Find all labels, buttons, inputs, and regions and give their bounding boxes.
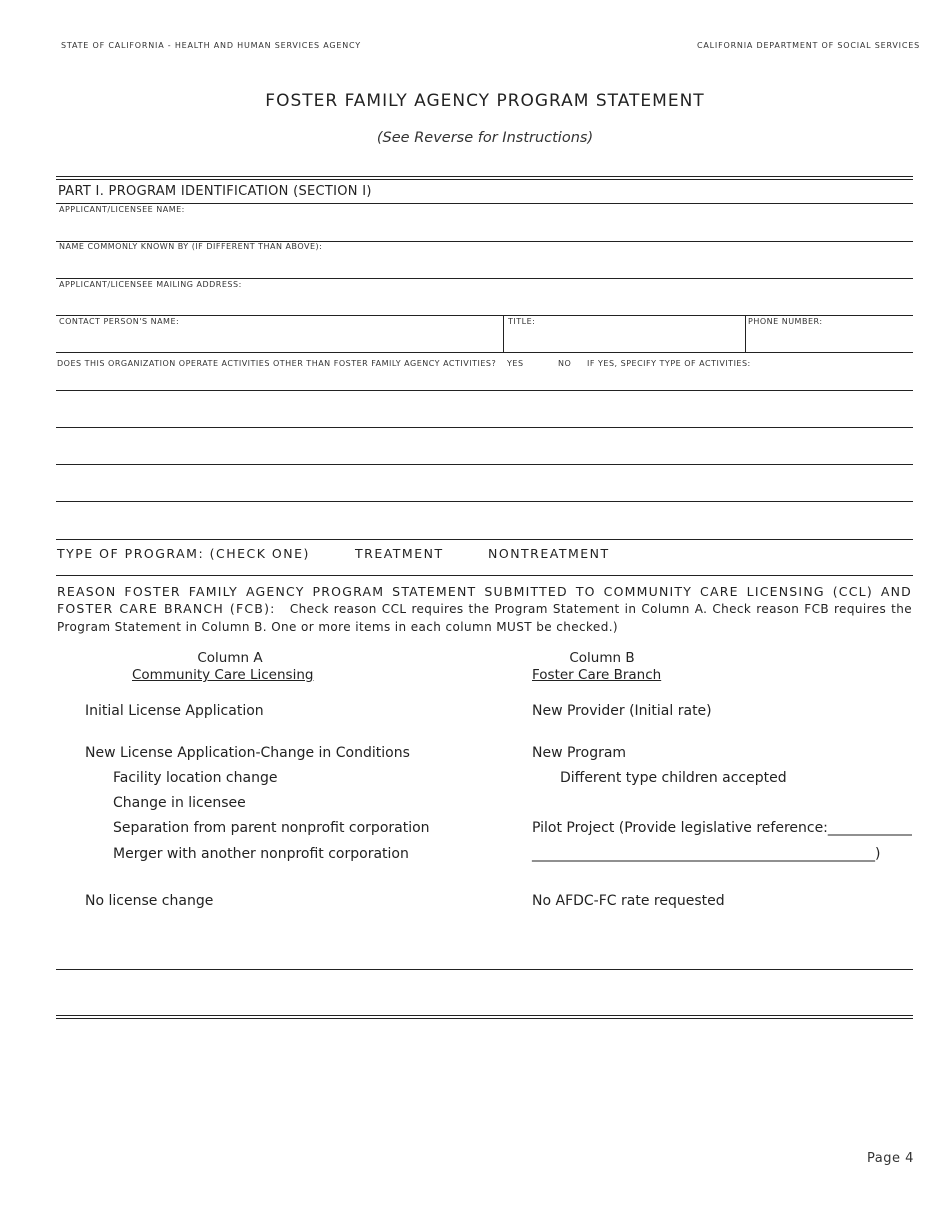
phone-label: PHONE NUMBER:: [748, 317, 823, 326]
facility-location-option[interactable]: Facility location change: [113, 770, 278, 786]
divider: [56, 176, 913, 177]
title-label: TITLE:: [508, 317, 536, 326]
column-a-subheading: Community Care Licensing: [132, 667, 314, 683]
form-title: FOSTER FAMILY AGENCY PROGRAM STATEMENT: [265, 91, 705, 111]
column-b-subheading: Foster Care Branch: [532, 667, 662, 683]
reason-instructions: Check reason CCL requires the Program Statement in Column A. Check reason FCB requires the Program Statement in Column B. One or more items in each column MUST be checked.): [57, 602, 912, 634]
divider: [56, 390, 913, 391]
divider: [56, 539, 913, 540]
divider: [56, 969, 913, 970]
different-children-option[interactable]: Different type children accepted: [560, 770, 787, 786]
divider: [56, 278, 913, 279]
agency-header: STATE OF CALIFORNIA - HEALTH AND HUMAN SERVICES AGENCY: [61, 41, 361, 50]
mailing-address-field[interactable]: [56, 289, 913, 315]
other-activities-question: DOES THIS ORGANIZATION OPERATE ACTIVITIES OTHER THAN FOSTER FAMILY AGENCY ACTIVITIES?: [57, 359, 497, 368]
divider: [56, 427, 913, 428]
treatment-option[interactable]: TREATMENT: [355, 546, 444, 561]
known-as-label: NAME COMMONLY KNOWN BY (IF DIFFERENT THAN ABOVE):: [59, 242, 323, 251]
yes-option[interactable]: YES: [507, 359, 524, 368]
divider: [56, 203, 913, 204]
applicant-name-field[interactable]: [56, 214, 913, 240]
new-provider-option[interactable]: New Provider (Initial rate): [532, 703, 712, 719]
form-subtitle: (See Reverse for Instructions): [376, 130, 594, 146]
contact-name-field[interactable]: [56, 326, 502, 351]
known-as-field[interactable]: [56, 251, 913, 277]
pilot-project-option[interactable]: Pilot Project (Provide legislative reference:____________: [532, 820, 912, 836]
type-of-program-label: TYPE OF PROGRAM: (CHECK ONE): [57, 546, 310, 561]
phone-field[interactable]: [746, 326, 912, 351]
divider: [56, 501, 913, 502]
nontreatment-option[interactable]: NONTREATMENT: [488, 546, 610, 561]
department-header: CALIFORNIA DEPARTMENT OF SOCIAL SERVICES: [697, 41, 920, 50]
pilot-project-reference-line[interactable]: _________________________________________________): [532, 846, 881, 862]
contact-name-label: CONTACT PERSON'S NAME:: [59, 317, 180, 326]
divider: [56, 1018, 913, 1019]
page-number: Page 4: [867, 1151, 914, 1166]
reason-paragraph: [57, 583, 912, 636]
column-a-heading: Column A: [197, 650, 263, 666]
no-option[interactable]: NO: [558, 359, 572, 368]
divider: [56, 464, 913, 465]
mailing-address-label: APPLICANT/LICENSEE MAILING ADDRESS:: [59, 280, 242, 289]
divider: [56, 575, 913, 576]
divider: [56, 1015, 913, 1016]
change-in-licensee-option[interactable]: Change in licensee: [113, 795, 246, 811]
separation-option[interactable]: Separation from parent nonprofit corporation: [113, 820, 430, 836]
specify-activities-label: IF YES, SPECIFY TYPE OF ACTIVITIES:: [587, 359, 751, 368]
activities-description-field[interactable]: [56, 368, 913, 538]
change-in-conditions-option[interactable]: New License Application-Change in Conditions: [85, 745, 410, 761]
no-license-change-option[interactable]: No license change: [85, 893, 214, 909]
divider: [56, 315, 913, 316]
no-afdc-rate-option[interactable]: No AFDC-FC rate requested: [532, 893, 725, 909]
initial-license-option[interactable]: Initial License Application: [85, 703, 264, 719]
new-program-option[interactable]: New Program: [532, 745, 627, 761]
title-field[interactable]: [504, 326, 744, 351]
column-b-heading: Column B: [569, 650, 635, 666]
divider: [56, 352, 913, 353]
divider: [56, 179, 913, 180]
applicant-name-label: APPLICANT/LICENSEE NAME:: [59, 205, 185, 214]
part1-heading: PART I. PROGRAM IDENTIFICATION (SECTION I): [58, 184, 372, 199]
merger-option[interactable]: Merger with another nonprofit corporation: [113, 846, 409, 862]
reason-heading: REASON FOSTER FAMILY AGENCY PROGRAM STATEMENT SUBMITTED TO COMMUNITY CARE LICENSING (CCL) AND FOSTER CARE BRANCH (FCB):: [57, 584, 912, 616]
